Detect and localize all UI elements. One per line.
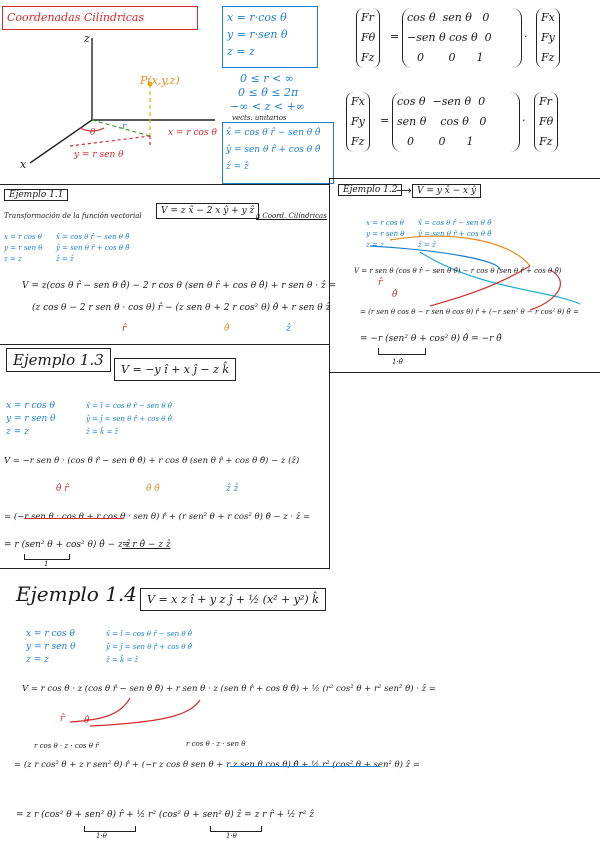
ej12-subs-right: x̂ = cos θ r̂ − sen θ θ̂ ŷ = sen θ r̂ + cos θ θ̂ ẑ = ẑ bbox=[418, 219, 492, 249]
ej11-target: a Coord. Cilíndricas bbox=[256, 212, 327, 220]
x-label: x bbox=[20, 158, 27, 171]
ej12-line1: V = r sen θ (cos θ r̂ − sen θ θ̂) − r cos θ (sen θ r̂ + cos θ θ̂) bbox=[354, 267, 562, 275]
arrow-icon: ⟶ bbox=[396, 184, 412, 197]
y-relation: y = r sen θ bbox=[74, 150, 124, 160]
ej12-tag-r: r̂ bbox=[378, 278, 383, 288]
divider-ej14 bbox=[0, 568, 330, 569]
ej13-tag-z: ẑ ẑ bbox=[226, 484, 239, 494]
ej13-subs-left: x = r cos θ y = r sen θ z = z bbox=[6, 401, 56, 437]
ej11-tag-theta: θ̂ bbox=[224, 324, 230, 334]
ej13-result: = r θ̂ − z ẑ bbox=[122, 540, 171, 550]
r-projection bbox=[92, 120, 150, 136]
divider-mid bbox=[0, 344, 330, 345]
ej11-tag-r: r̂ bbox=[122, 324, 127, 334]
ej13-line2: = (−r sen θ · cos θ + r cos θ · sen θ) r̂ + (r sen² θ + r cos² θ) θ̂ − z · ẑ = bbox=[4, 512, 311, 522]
unit-vectors-box: x̂ = cos θ r̂ − sen θ θ̂ ŷ = sen θ r̂ + cos θ θ̂ ẑ = ẑ bbox=[222, 122, 334, 184]
ej11-vector: V = z x̂ − 2 x ŷ + y ẑ bbox=[156, 203, 259, 219]
ej12-vector: V = y x̂ − x ŷ bbox=[412, 184, 481, 198]
page-title: Coordenadas Cilíndricas bbox=[2, 6, 198, 30]
ej14-subs-right: x̂ = î = cos θ r̂ − sen θ θ̂ ŷ = ĵ = sen θ r̂ + cos θ θ̂ ẑ = k̂ = ẑ bbox=[106, 630, 192, 664]
ej14-line3: = z r (cos² θ + sen² θ) r̂ + ½ r² (cos² θ + sen² θ) ẑ = z r r̂ + ½ r² ẑ bbox=[16, 810, 314, 820]
ej13-line1: V = −r sen θ · (cos θ r̂ − sen θ θ̂) + r cos θ (sen θ r̂ + cos θ θ̂) − z (ẑ) bbox=[4, 456, 300, 466]
ej14-title: Ejemplo 1.4 bbox=[16, 582, 138, 606]
point-label: P(x,y,z) bbox=[140, 74, 180, 87]
ej11-title: Ejemplo 1.1 bbox=[4, 189, 68, 201]
ej13-line3: = r (sen² θ + cos² θ) θ̂ − z ẑ bbox=[4, 540, 131, 550]
divider-right-top bbox=[330, 178, 600, 179]
ej11-line1: V = z(cos θ r̂ − sen θ θ̂) − 2 r cos θ (sen θ r̂ + cos θ θ̂) + r sen θ · ẑ = bbox=[22, 281, 337, 291]
ej13-strike bbox=[24, 518, 124, 519]
ej14-strike bbox=[230, 766, 380, 767]
z-label: z bbox=[84, 32, 90, 45]
ej14-vector: V = x z î + y z ĵ + ½ (x² + y²) k̂ bbox=[140, 588, 326, 611]
ej12-subs-left: x = r cos θ y = r sen θ z = z bbox=[366, 219, 405, 249]
definitions-box: x = r·cos θ y = r·sen θ z = z bbox=[222, 6, 318, 68]
ej13-tag-r: θ̂ r̂ bbox=[56, 484, 69, 494]
title-scribble bbox=[2, 0, 132, 7]
matrix1: Fr Fθ Fz = cos θ sen θ 0 −sen θ cos θ 0 0 0 1 · Fx Fy Fz bbox=[356, 8, 596, 78]
ej14-ann-r: r̂ bbox=[60, 714, 65, 724]
ej13-subs-right: x̂ = î = cos θ r̂ − sen θ θ̂ ŷ = ĵ = sen θ r̂ + cos θ θ̂ ẑ = k̂ = ẑ bbox=[86, 402, 172, 436]
ej13-vector: V = −y î + x ĵ − z k̂ bbox=[114, 358, 236, 381]
ej14-ann4: r cos θ · z · sen θ bbox=[186, 740, 246, 748]
ej13-tag-theta: θ̂ θ̂ bbox=[146, 484, 160, 494]
ej14-brace2-label: 1·θ bbox=[226, 832, 237, 840]
ej14-line2: = (z r cos² θ + z r sen² θ) r̂ + (−r z cos θ sen θ + r z sen θ cos θ) θ̂ + ½ r² (cos² θ + sen² θ) ẑ = bbox=[14, 760, 420, 770]
divider-right-bottom bbox=[330, 372, 600, 373]
ej14-brace1 bbox=[84, 826, 136, 832]
ej11-statement: Transformación de la función vectorial bbox=[4, 212, 142, 220]
ej12-brace bbox=[378, 348, 426, 355]
matrix2: Fx Fy Fz = cos θ −sen θ 0 sen θ cos θ 0 0 0 1 · Fr Fθ Fz bbox=[346, 92, 596, 162]
ej14-ann-theta: θ̂ bbox=[84, 716, 90, 726]
ej14-brace1-label: 1·θ bbox=[96, 832, 107, 840]
ej14-line1: V = r cos θ · z (cos θ r̂ − sen θ θ̂) + r sen θ · z (sen θ r̂ + cos θ θ̂) + ½ (r² cos² θ + r² sen² θ) · ẑ = bbox=[22, 684, 436, 694]
ej12-line2: = (r sen θ cos θ − r sen θ cos θ) r̂ + (−r sen² θ − r cos² θ) θ̂ = bbox=[360, 308, 579, 316]
ej12-brace-label: 1·θ̂ bbox=[392, 358, 403, 366]
ej14-subs-left: x = r cos θ y = r sen θ z = z bbox=[26, 629, 76, 665]
ranges: 0 ≤ r < ∞ 0 ≤ θ ≤ 2π −∞ < z < +∞ bbox=[230, 72, 305, 113]
ej13-title: Ejemplo 1.3 bbox=[6, 348, 111, 372]
divider-top bbox=[0, 184, 330, 185]
ej12-title: Ejemplo 1.2 bbox=[338, 184, 402, 196]
theta-label: θ bbox=[90, 128, 96, 138]
ej11-line2: (z cos θ − 2 r sen θ · cos θ) r̂ − (z sen θ + 2 r cos² θ) θ̂ + r sen θ ẑ bbox=[32, 303, 331, 313]
ej14-ann3: r cos θ · z · cos θ r̂ bbox=[34, 742, 99, 750]
ej12-line3: = −r (sen² θ + cos² θ) θ̂ = −r θ̂ bbox=[360, 334, 502, 344]
unit-vectors-note: vects. unitarios bbox=[232, 114, 287, 122]
x-relation: x = r cos θ bbox=[168, 128, 217, 138]
ej14-arrows bbox=[60, 696, 260, 736]
ej11-subs-right: x̂ = cos θ r̂ − sen θ θ̂ ŷ = sen θ r̂ + cos θ θ̂ ẑ = ẑ bbox=[56, 233, 130, 263]
ej12-arrows bbox=[330, 230, 600, 320]
ej11-tag-z: ẑ bbox=[286, 324, 291, 334]
ej12-tag-theta: θ̂ bbox=[392, 290, 398, 300]
ej11-subs-left: x = r cos θ y = r sen θ z = z bbox=[4, 233, 43, 263]
ej13-brace-label: 1 bbox=[44, 560, 49, 568]
r-label: r bbox=[122, 122, 127, 132]
